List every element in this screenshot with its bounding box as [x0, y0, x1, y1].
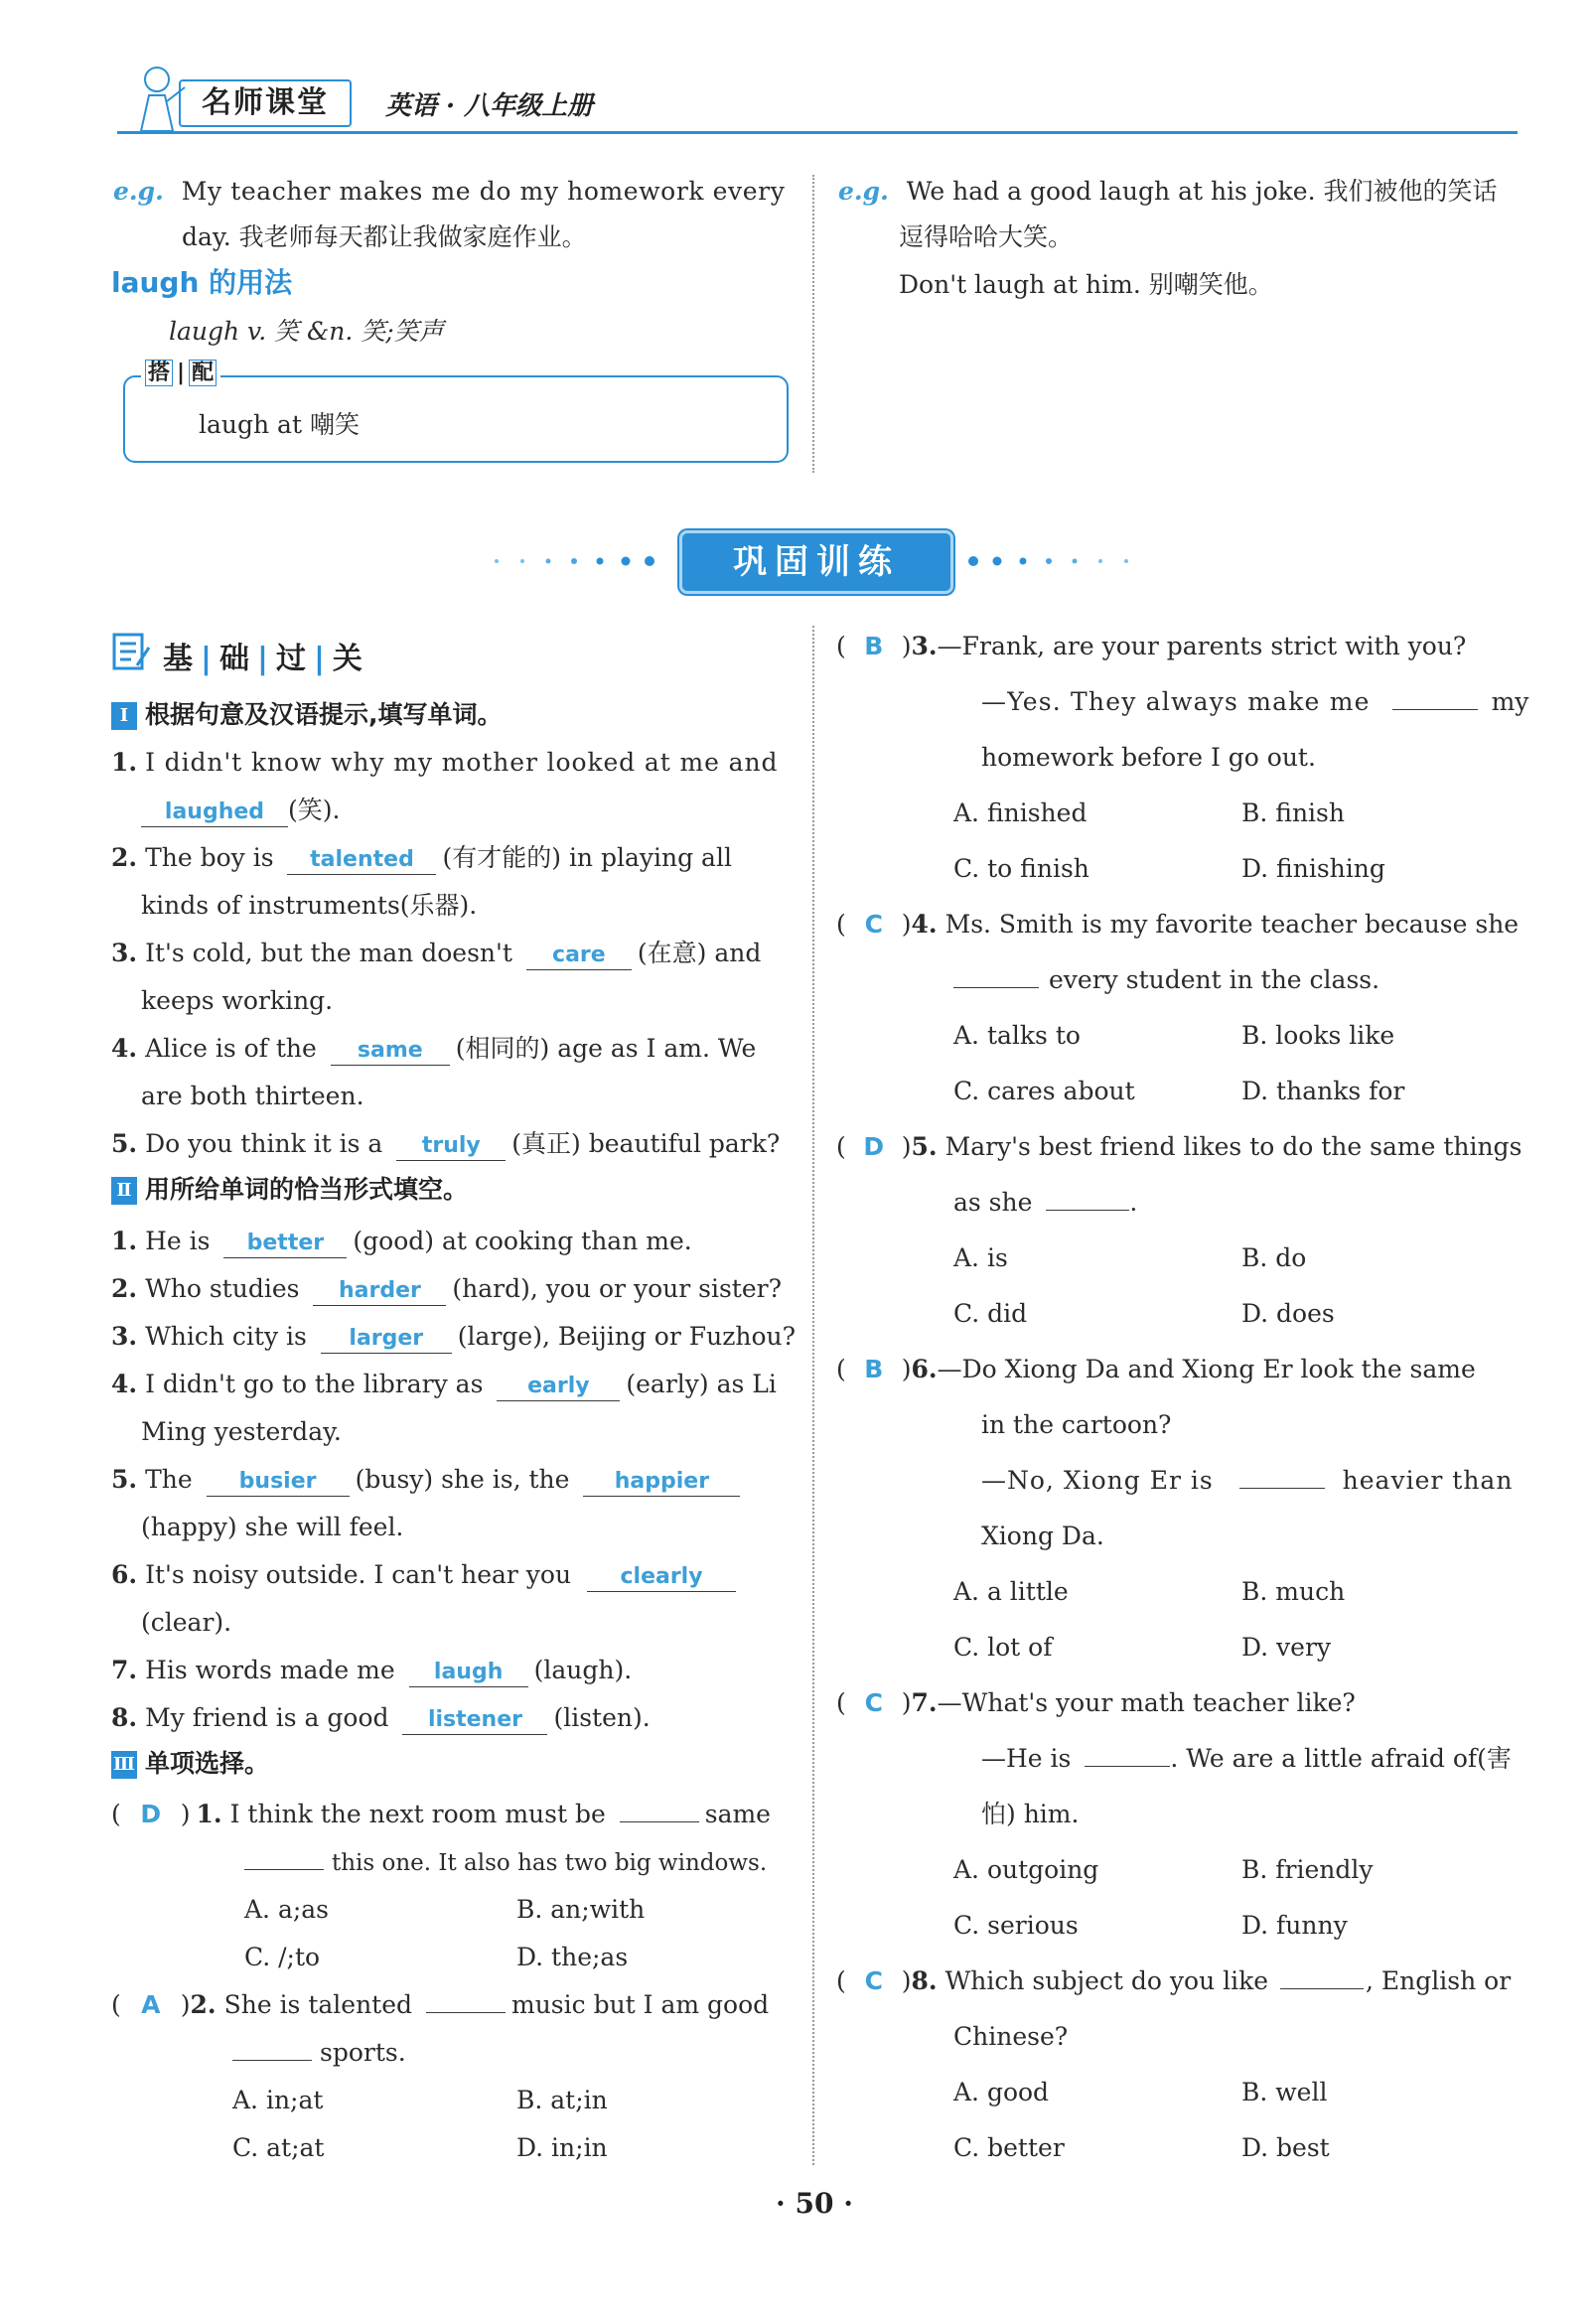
s3-q7-line3: 怕) him.	[981, 1800, 1080, 1828]
s3-q3-option-d[interactable]: D. finishing	[1241, 854, 1385, 883]
s3-q2-option-a[interactable]: A. in;at	[232, 2086, 324, 2114]
s1-q4-line2: are both thirteen.	[141, 1082, 364, 1110]
banner-dots-right	[963, 552, 1142, 562]
collocation-text: laugh at 嘲笑	[199, 410, 360, 439]
laugh-usage-title: laugh 的用法	[111, 266, 293, 299]
answer-blank[interactable]: care	[526, 942, 632, 970]
answer-blank[interactable]	[1392, 685, 1478, 710]
s3-q1-line2: this one. It also has two big windows.	[244, 1845, 767, 1879]
answer-blank[interactable]	[232, 2036, 312, 2061]
s3-q3-option-a[interactable]: A. finished	[953, 798, 1088, 827]
section2-heading: Ⅱ 用所给单词的恰当形式填空。	[111, 1172, 468, 1208]
s3-q7-option-c[interactable]: C. serious	[953, 1911, 1079, 1940]
s3-q6-option-c[interactable]: C. lot of	[953, 1633, 1053, 1662]
s2-q5-line2: (happy) she will feel.	[141, 1513, 404, 1541]
eg2-line1: e.g. We had a good laugh at his joke. 我们被他的笑话	[838, 177, 1498, 206]
s3-q7-line2: —He is . We are a little afraid of(害	[981, 1744, 1512, 1773]
s1-q4-line1: 4. Alice is of the same (相同的) age as I am. We	[111, 1032, 756, 1066]
s3-q8-option-c[interactable]: C. better	[953, 2133, 1065, 2162]
s3-q3-line2: —Yes. They always make me my	[981, 687, 1529, 716]
s1-q3-line1: 3. It's cold, but the man doesn't care (在意) and	[111, 937, 761, 970]
s3-q3-line3: homework before I go out.	[981, 743, 1316, 772]
s3-q7-line1: ( C )7.—What's your math teacher like?	[836, 1688, 1356, 1717]
notepad-icon	[111, 632, 151, 671]
s1-q5-line1: 5. Do you think it is a truly (真正) beautiful park?	[111, 1127, 780, 1161]
answer-blank[interactable]	[1280, 1964, 1364, 1989]
s3-q4-line1: ( C )4. Ms. Smith is my favorite teacher because she	[836, 910, 1520, 939]
s3-q6-line4: Xiong Da.	[981, 1522, 1104, 1550]
s2-q3: 3. Which city is larger (large), Beijing or Fuzhou?	[111, 1320, 796, 1354]
s3-q5-option-b[interactable]: B. do	[1241, 1243, 1307, 1272]
answer-blank[interactable]: laugh	[409, 1659, 528, 1687]
eg2-line2: 逗得哈哈大笑。	[899, 222, 1074, 251]
s3-q8-option-a[interactable]: A. good	[953, 2078, 1050, 2106]
s2-q4-line1: 4. I didn't go to the library as early (early) as Li	[111, 1368, 777, 1401]
s3-q7-option-d[interactable]: D. funny	[1241, 1911, 1348, 1940]
laugh-definition: laugh v. 笑 &n. 笑;笑声	[169, 317, 444, 346]
s3-q2-option-d[interactable]: D. in;in	[516, 2133, 608, 2162]
s3-q7-option-b[interactable]: B. friendly	[1241, 1855, 1374, 1884]
s2-q8: 8. My friend is a good listener (listen).	[111, 1701, 651, 1735]
s3-q6-line3: —No, Xiong Er is heavier than	[981, 1466, 1514, 1495]
answer-blank[interactable]: clearly	[587, 1563, 736, 1592]
s3-q5-option-a[interactable]: A. is	[953, 1243, 1008, 1272]
s3-q3-line1: ( B )3.—Frank, are your parents strict with you?	[836, 632, 1467, 660]
eg1-line2: day. 我老师每天都让我做家庭作业。	[182, 222, 587, 251]
s3-q6-option-d[interactable]: D. very	[1241, 1633, 1332, 1662]
s3-q8-option-b[interactable]: B. well	[1241, 2078, 1328, 2106]
s3-q4-option-d[interactable]: D. thanks for	[1241, 1077, 1405, 1105]
answer-blank[interactable]: laughed	[141, 798, 288, 827]
s2-q4-line2: Ming yesterday.	[141, 1417, 342, 1446]
s3-q4-line2: every student in the class.	[953, 963, 1379, 997]
s3-q6-line2: in the cartoon?	[981, 1410, 1172, 1439]
s3-q5-option-c[interactable]: C. did	[953, 1299, 1028, 1328]
header-rule	[117, 131, 1518, 134]
s3-q2-option-b[interactable]: B. at;in	[516, 2086, 608, 2114]
answer-blank[interactable]: truly	[396, 1132, 506, 1161]
s2-q2: 2. Who studies harder (hard), you or your sister?	[111, 1272, 782, 1306]
s3-q4-option-c[interactable]: C. cares about	[953, 1077, 1135, 1105]
s3-q4-option-b[interactable]: B. looks like	[1241, 1021, 1395, 1050]
s3-q1-option-b[interactable]: B. an;with	[516, 1895, 646, 1924]
s2-q6-line2: (clear).	[141, 1608, 232, 1637]
column-divider	[812, 626, 814, 2165]
answer-blank[interactable]	[1239, 1464, 1325, 1489]
s3-q5-option-d[interactable]: D. does	[1241, 1299, 1335, 1328]
s3-q1-option-c[interactable]: C. /;to	[244, 1943, 321, 1971]
page-number: · 50 ·	[776, 2187, 853, 2220]
s3-q1-option-d[interactable]: D. the;as	[516, 1943, 629, 1971]
s3-q2-option-c[interactable]: C. at;at	[232, 2133, 325, 2162]
s2-q5-line1: 5. The busier (busy) she is, the happier	[111, 1463, 740, 1497]
answer-blank[interactable]	[953, 963, 1039, 988]
s1-q3-line2: keeps working.	[141, 986, 334, 1015]
s3-q8-line2: Chinese?	[953, 2022, 1069, 2051]
teacher-logo-icon	[127, 62, 187, 137]
s3-q6-option-a[interactable]: A. a little	[953, 1577, 1069, 1606]
answer-blank[interactable]	[1046, 1186, 1129, 1211]
eg2-line3: Don't laugh at him. 别嘲笑他。	[899, 270, 1273, 299]
s3-q2-line2: sports.	[232, 2036, 406, 2070]
series-title: 名师课堂	[179, 79, 352, 127]
answer-blank[interactable]: early	[497, 1373, 620, 1401]
section1-heading: Ⅰ 根据句意及汉语提示,填写单词。	[111, 697, 503, 733]
s3-q3-option-b[interactable]: B. finish	[1241, 798, 1345, 827]
subject-title: 英语 · 八年级上册	[385, 91, 594, 121]
s1-q1-line1: 1. I didn't know why my mother looked at me and	[111, 748, 779, 777]
answer-blank[interactable]: happier	[583, 1468, 740, 1497]
s3-q3-option-c[interactable]: C. to finish	[953, 854, 1089, 883]
top-column-divider	[812, 175, 814, 473]
s2-q7: 7. His words made me laugh (laugh).	[111, 1654, 632, 1687]
answer-blank[interactable]: talented	[287, 846, 436, 875]
s3-q7-option-a[interactable]: A. outgoing	[953, 1855, 1099, 1884]
banner-dots-left	[487, 552, 665, 562]
answer-blank[interactable]	[620, 1798, 699, 1822]
s3-q5-line1: ( D )5. Mary's best friend likes to do the same things	[836, 1132, 1523, 1161]
collocation-box	[123, 361, 789, 463]
s3-q2-line1: ( A )2. She is talented music but I am good	[111, 1990, 770, 2019]
s2-q6-line1: 6. It's noisy outside. I can't hear you clearly	[111, 1558, 736, 1592]
s1-q2-line2: kinds of instruments(乐器).	[141, 891, 478, 920]
s3-q5-line2: as she .	[953, 1188, 1138, 1217]
eg1-line1: e.g. My teacher makes me do my homework every	[113, 177, 786, 206]
answer-blank[interactable]: harder	[313, 1277, 446, 1306]
s3-q6-line1: ( B )6.—Do Xiong Da and Xiong Er look the same	[836, 1355, 1476, 1383]
s1-q1-line2: laughed (笑).	[141, 794, 340, 827]
s3-q1-line1: ( D ) 1. I think the next room must be same	[111, 1800, 771, 1828]
section3-heading: Ⅲ 单项选择。	[111, 1746, 269, 1782]
s3-q6-option-b[interactable]: B. much	[1241, 1577, 1346, 1606]
answer-blank[interactable]	[426, 1988, 506, 2013]
header	[117, 60, 1518, 139]
s2-q1: 1. He is better (good) at cooking than me.	[111, 1225, 692, 1258]
banner-title: 巩固训练	[679, 530, 953, 594]
collocation-tag: 搭 | 配	[141, 356, 220, 386]
answer-blank[interactable]: same	[331, 1037, 450, 1066]
answer-blank[interactable]	[1085, 1742, 1170, 1767]
s1-q2-line1: 2. The boy is talented (有才能的) in playing all	[111, 841, 732, 875]
s3-q1-option-a[interactable]: A. a;as	[244, 1895, 330, 1924]
s3-q8-option-d[interactable]: D. best	[1241, 2133, 1330, 2162]
answer-blank[interactable]: larger	[321, 1325, 452, 1354]
answer-blank[interactable]	[244, 1845, 324, 1870]
answer-blank[interactable]: listener	[402, 1706, 547, 1735]
answer-blank[interactable]: better	[223, 1230, 347, 1258]
s3-q4-option-a[interactable]: A. talks to	[953, 1021, 1081, 1050]
answer-blank[interactable]: busier	[207, 1468, 350, 1497]
s3-q8-line1: ( C )8. Which subject do you like , English or	[836, 1966, 1512, 1995]
